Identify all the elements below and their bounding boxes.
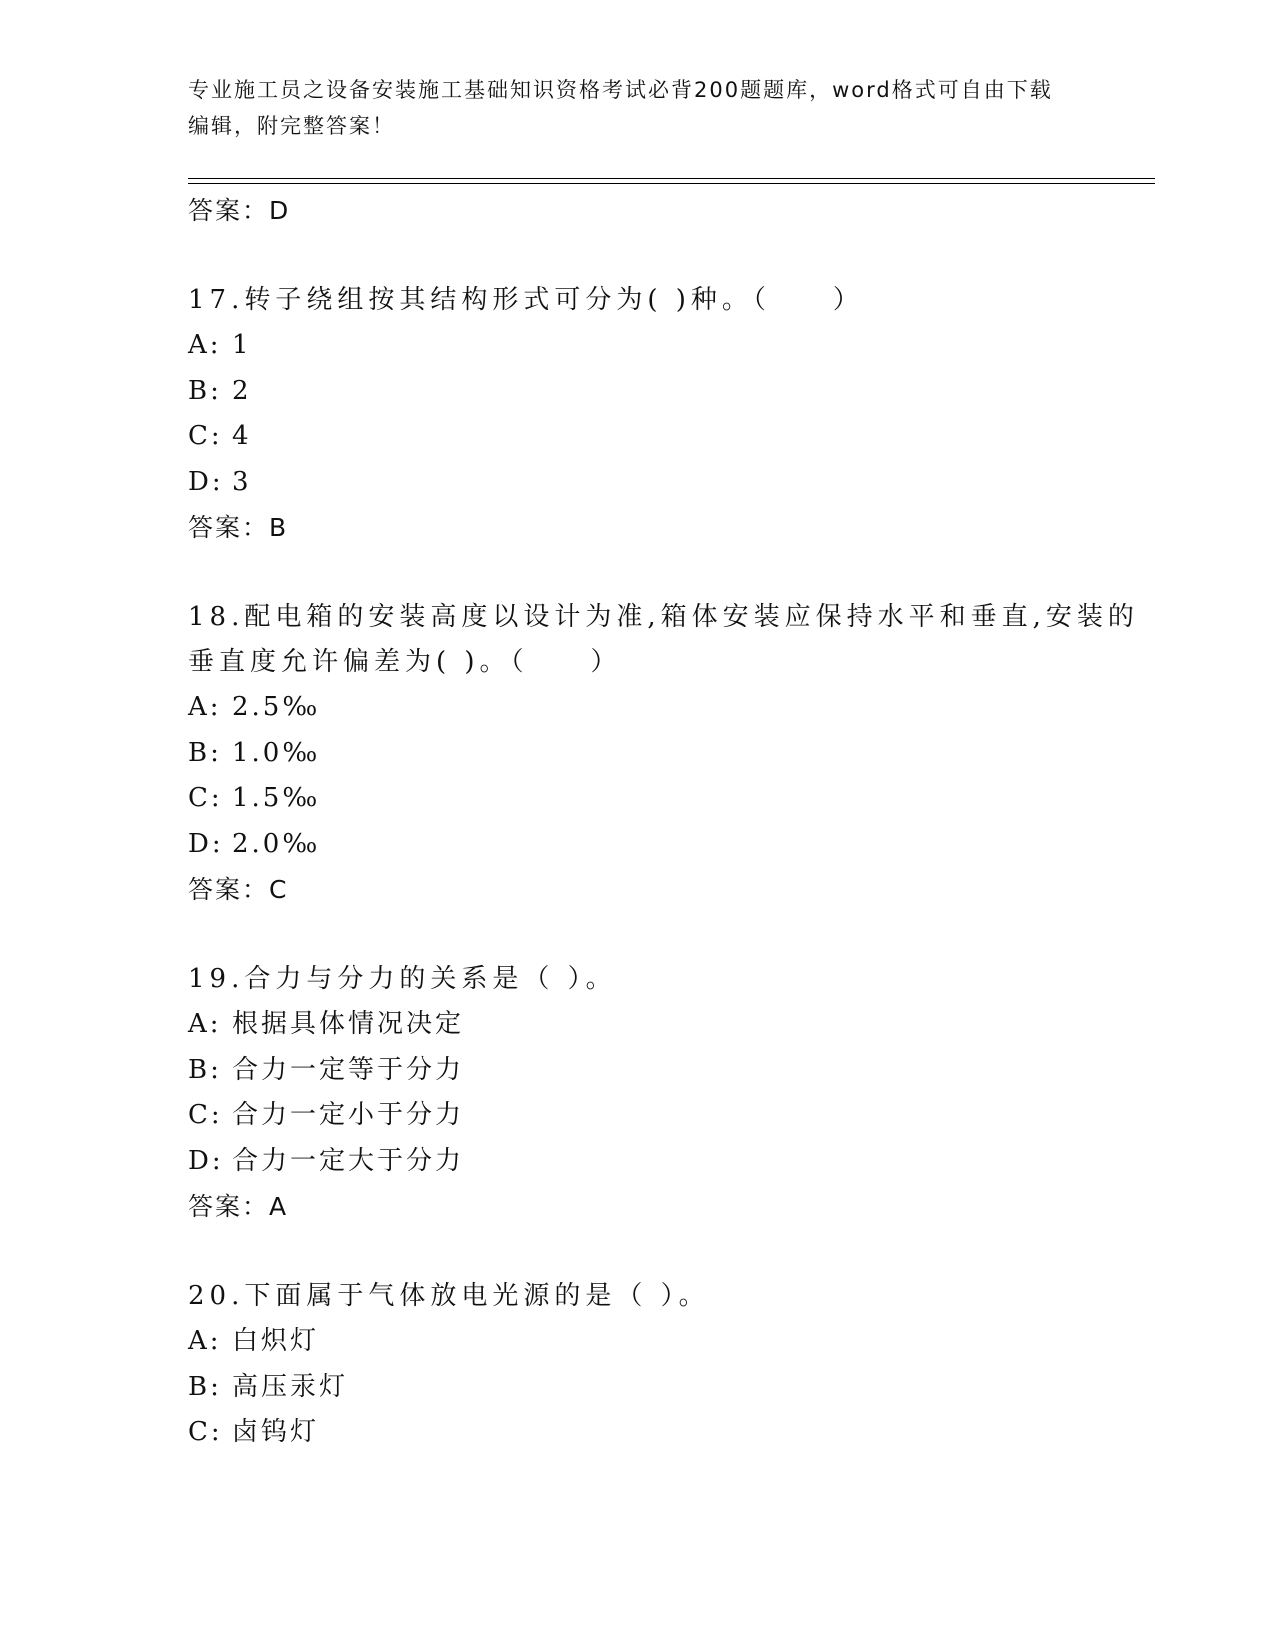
option-letter: B: <box>188 1371 222 1402</box>
option-a <box>188 1002 1148 1048</box>
option-letter: C: <box>188 783 223 813</box>
question-text: 19.合力与分力的关系是（ ）。 <box>188 964 617 994</box>
option-text: 1 <box>232 330 252 360</box>
option-b <box>188 1365 1148 1411</box>
option-letter: D: <box>188 466 224 497</box>
option-letter: C: <box>188 1417 223 1447</box>
option-a <box>188 1319 1148 1365</box>
option-text: 4 <box>232 421 252 451</box>
option-text: 3 <box>232 466 252 497</box>
option-letter: A: <box>188 692 222 722</box>
option-text: 根据具体情况决定 <box>232 1009 465 1039</box>
option-text: 2.0‰ <box>232 828 321 859</box>
question-text: 17.转子绕组按其结构形式可分为( )种。（ ） <box>188 285 864 315</box>
option-text: 白炽灯 <box>232 1326 320 1356</box>
option-d <box>188 1139 1148 1185</box>
option-letter: C: <box>188 1100 223 1130</box>
option-d <box>188 460 1148 506</box>
option-c <box>188 1093 1148 1139</box>
header-rule-top <box>188 178 1155 179</box>
option-text: 1.5‰ <box>232 783 321 813</box>
question-20 <box>188 1274 1148 1456</box>
question-text: 18.配电箱的安装高度以设计为准,箱体安装应保持水平和垂直,安装的垂直度允许偏差为( )。（ ） <box>188 602 1139 677</box>
option-letter: C: <box>188 421 223 451</box>
option-c <box>188 414 1148 460</box>
question-19 <box>188 957 1148 1230</box>
question-text: 20.下面属于气体放电光源的是（ ）。 <box>188 1281 710 1311</box>
option-c <box>188 776 1148 822</box>
previous-answer: 答案：D <box>188 196 291 225</box>
header-rule-bottom <box>188 183 1155 184</box>
option-letter: A: <box>188 1009 222 1039</box>
option-text: 合力一定大于分力 <box>232 1145 465 1176</box>
option-d <box>188 822 1148 868</box>
option-b <box>188 731 1148 777</box>
option-text: 高压汞灯 <box>232 1371 349 1402</box>
option-letter: B: <box>188 1054 222 1085</box>
option-letter: A: <box>188 1326 222 1356</box>
question-17 <box>188 278 1148 551</box>
question-18 <box>188 595 1148 913</box>
option-letter: B: <box>188 737 222 768</box>
option-a <box>188 685 1148 731</box>
option-text: 1.0‰ <box>232 737 321 768</box>
option-letter: B: <box>188 375 222 406</box>
question-list <box>188 188 1148 1456</box>
answer: 答案：C <box>188 875 289 904</box>
option-c <box>188 1410 1148 1456</box>
option-text: 卤钨灯 <box>232 1417 320 1447</box>
option-a <box>188 323 1148 369</box>
option-b <box>188 369 1148 415</box>
document-header: 专业施工员之设备安装施工基础知识资格考试必背200题题库，word格式可自由下载编辑，附完整答案！ <box>188 78 1053 138</box>
option-text: 合力一定等于分力 <box>232 1054 465 1085</box>
option-letter: D: <box>188 828 224 859</box>
option-letter: A: <box>188 330 222 360</box>
answer: 答案：B <box>188 513 289 542</box>
option-text: 2.5‰ <box>232 692 321 722</box>
option-text: 合力一定小于分力 <box>232 1100 465 1130</box>
answer: 答案：A <box>188 1192 289 1221</box>
option-text: 2 <box>232 375 252 406</box>
option-letter: D: <box>188 1145 224 1176</box>
option-b <box>188 1048 1148 1094</box>
